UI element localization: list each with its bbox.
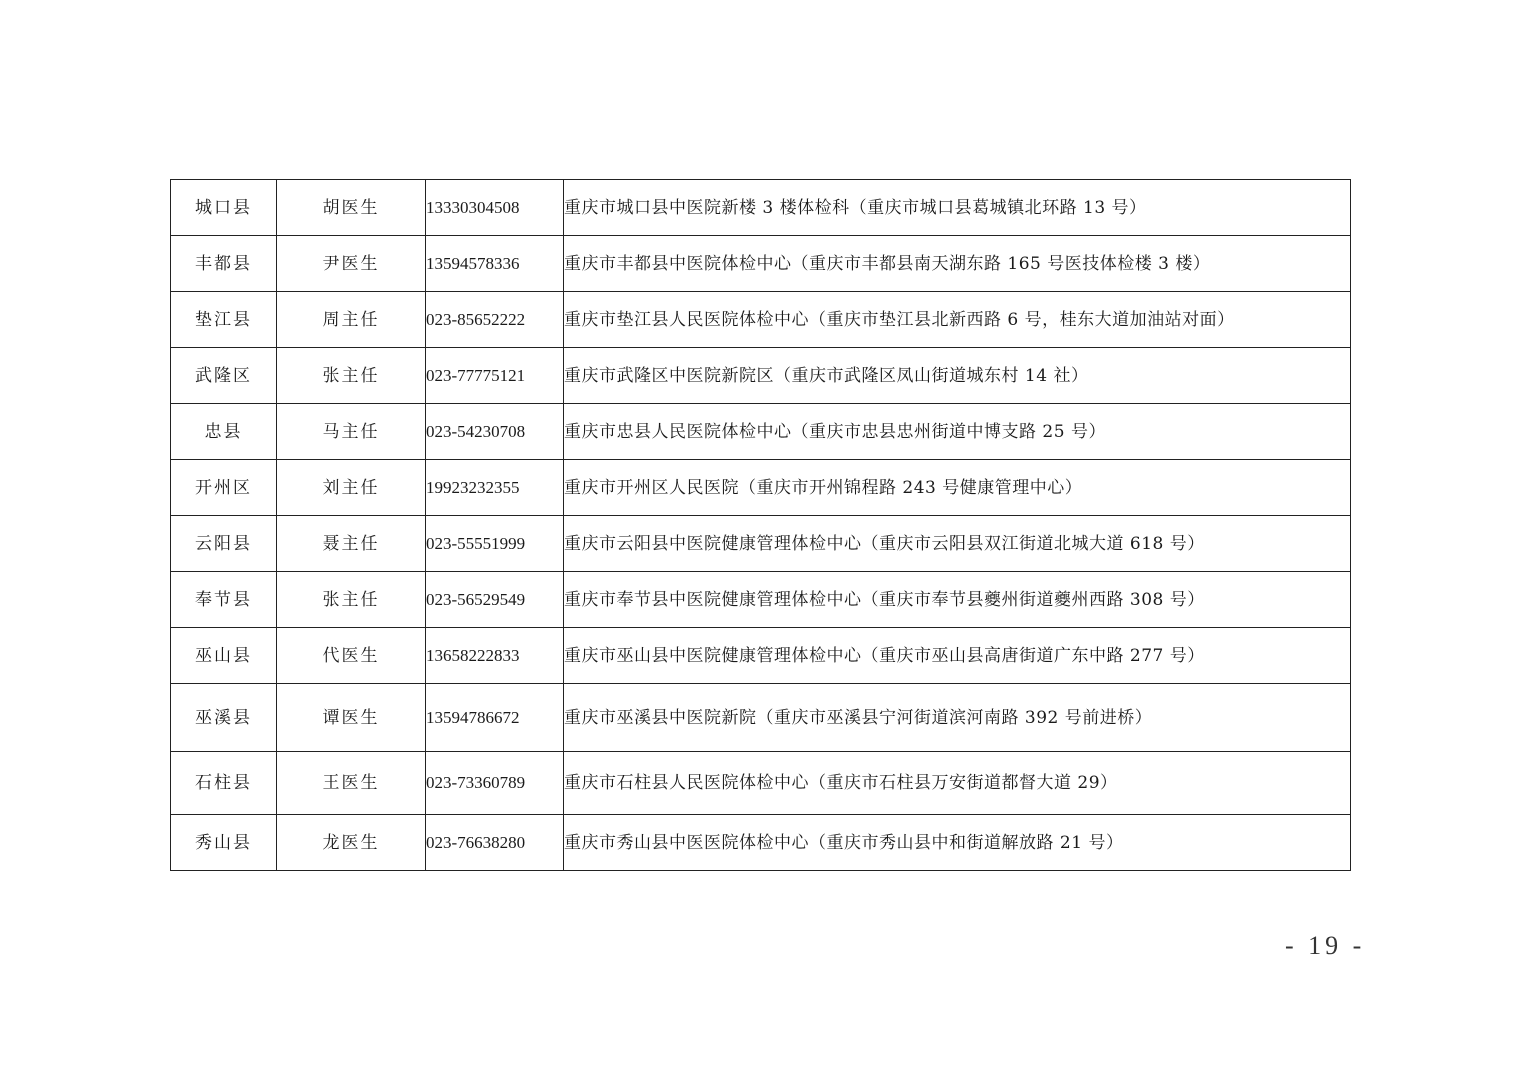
address-cell: 重庆市垫江县人民医院体检中心（重庆市垫江县北新西路 6 号，桂东大道加油站对面） <box>564 292 1351 348</box>
county-cell: 忠县 <box>171 404 277 460</box>
address-cell: 重庆市开州区人民医院（重庆市开州锦程路 243 号健康管理中心） <box>564 460 1351 516</box>
contact-cell: 谭医生 <box>277 684 426 752</box>
contact-cell: 尹医生 <box>277 236 426 292</box>
contact-cell: 胡医生 <box>277 180 426 236</box>
address-cell: 重庆市云阳县中医院健康管理体检中心（重庆市云阳县双江街道北城大道 618 号） <box>564 516 1351 572</box>
table-row <box>171 516 1351 572</box>
contact-cell: 马主任 <box>277 404 426 460</box>
phone-cell: 023-56529549 <box>426 572 564 628</box>
address-cell: 重庆市奉节县中医院健康管理体检中心（重庆市奉节县夔州街道夔州西路 308 号） <box>564 572 1351 628</box>
contact-cell: 王医生 <box>277 752 426 815</box>
table-row <box>171 815 1351 871</box>
table-row <box>171 236 1351 292</box>
address-cell: 重庆市巫山县中医院健康管理体检中心（重庆市巫山县高唐街道广东中路 277 号） <box>564 628 1351 684</box>
table-row <box>171 348 1351 404</box>
contact-cell: 龙医生 <box>277 815 426 871</box>
table-row <box>171 572 1351 628</box>
contact-cell: 代医生 <box>277 628 426 684</box>
phone-cell: 19923232355 <box>426 460 564 516</box>
phone-cell: 023-55551999 <box>426 516 564 572</box>
address-cell: 重庆市巫溪县中医院新院（重庆市巫溪县宁河街道滨河南路 392 号前进桥） <box>564 684 1351 752</box>
phone-cell: 023-85652222 <box>426 292 564 348</box>
table-row <box>171 460 1351 516</box>
phone-cell: 13594786672 <box>426 684 564 752</box>
phone-cell: 023-77775121 <box>426 348 564 404</box>
table-row <box>171 180 1351 236</box>
phone-cell: 13594578336 <box>426 236 564 292</box>
address-cell: 重庆市丰都县中医院体检中心（重庆市丰都县南天湖东路 165 号医技体检楼 3 楼） <box>564 236 1351 292</box>
address-cell: 重庆市秀山县中医医院体检中心（重庆市秀山县中和街道解放路 21 号） <box>564 815 1351 871</box>
table-row <box>171 292 1351 348</box>
address-cell: 重庆市忠县人民医院体检中心（重庆市忠县忠州街道中博支路 25 号） <box>564 404 1351 460</box>
contact-cell: 聂主任 <box>277 516 426 572</box>
phone-cell: 13330304508 <box>426 180 564 236</box>
county-cell: 石柱县 <box>171 752 277 815</box>
table-row <box>171 752 1351 815</box>
county-cell: 垫江县 <box>171 292 277 348</box>
county-cell: 奉节县 <box>171 572 277 628</box>
contact-cell: 刘主任 <box>277 460 426 516</box>
table-row <box>171 404 1351 460</box>
county-cell: 丰都县 <box>171 236 277 292</box>
contact-cell: 张主任 <box>277 348 426 404</box>
contact-cell: 张主任 <box>277 572 426 628</box>
county-cell: 巫山县 <box>171 628 277 684</box>
address-cell: 重庆市武隆区中医院新院区（重庆市武隆区凤山街道城东村 14 社） <box>564 348 1351 404</box>
page-number: - 19 - <box>1285 931 1366 960</box>
phone-cell: 023-76638280 <box>426 815 564 871</box>
county-cell: 云阳县 <box>171 516 277 572</box>
table-row <box>171 684 1351 752</box>
contact-cell: 周主任 <box>277 292 426 348</box>
contact-table <box>170 179 1351 871</box>
phone-cell: 13658222833 <box>426 628 564 684</box>
address-cell: 重庆市城口县中医院新楼 3 楼体检科（重庆市城口县葛城镇北环路 13 号） <box>564 180 1351 236</box>
county-cell: 秀山县 <box>171 815 277 871</box>
county-cell: 城口县 <box>171 180 277 236</box>
county-cell: 开州区 <box>171 460 277 516</box>
table-row <box>171 628 1351 684</box>
county-cell: 武隆区 <box>171 348 277 404</box>
phone-cell: 023-54230708 <box>426 404 564 460</box>
address-cell: 重庆市石柱县人民医院体检中心（重庆市石柱县万安街道都督大道 29） <box>564 752 1351 815</box>
county-cell: 巫溪县 <box>171 684 277 752</box>
phone-cell: 023-73360789 <box>426 752 564 815</box>
